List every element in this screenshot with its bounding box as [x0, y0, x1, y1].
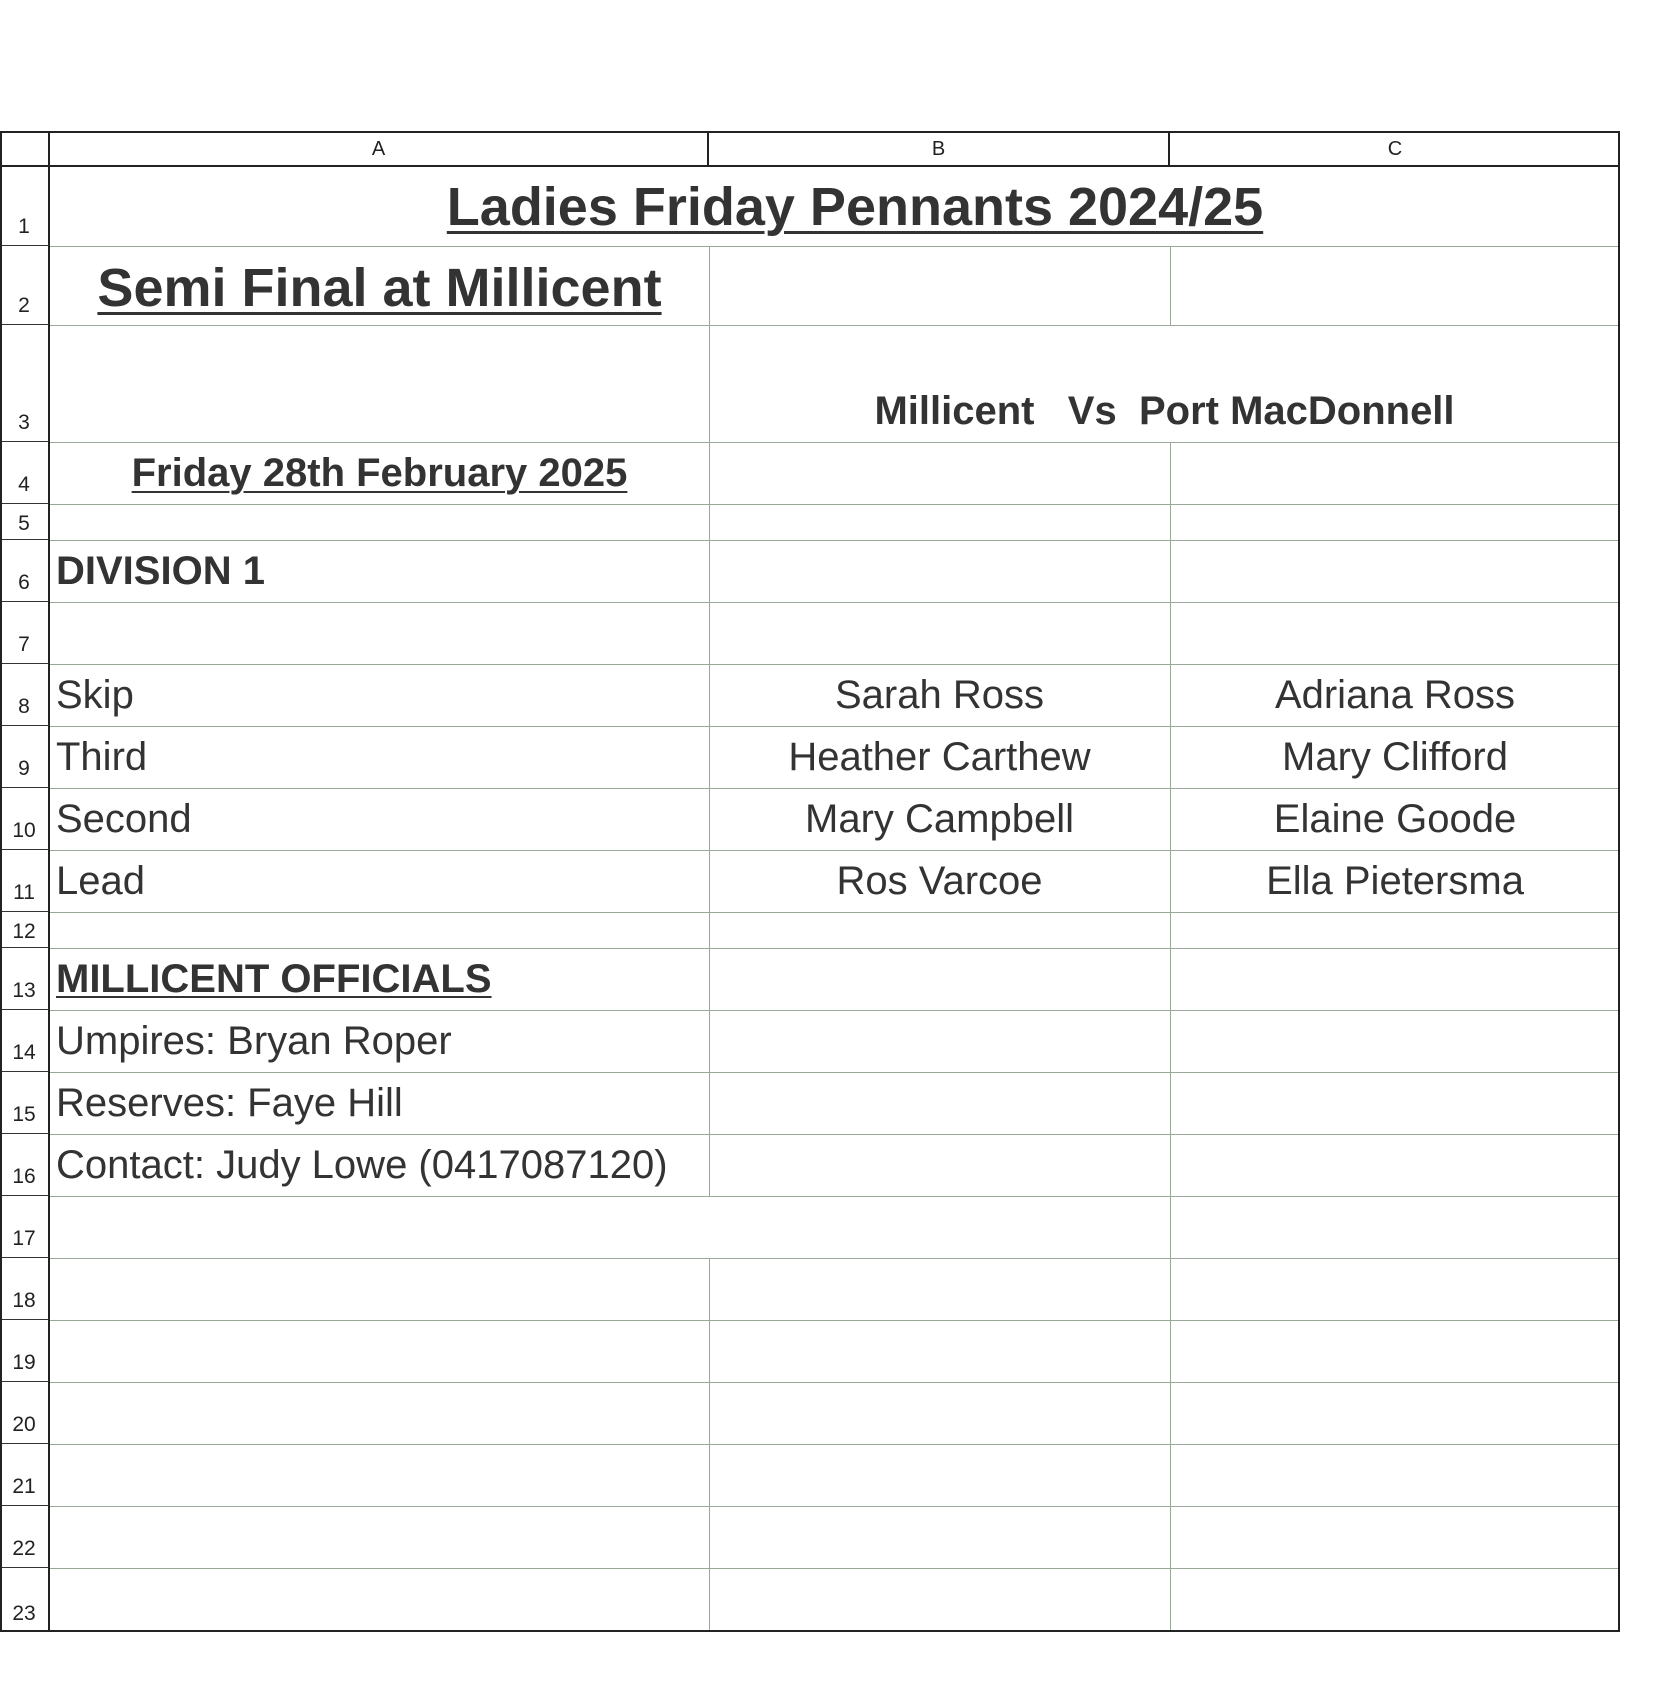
row-header[interactable]: 11	[0, 850, 50, 912]
column-header-b[interactable]: B	[709, 131, 1170, 167]
gridline	[50, 912, 1620, 913]
position-label: Skip	[56, 672, 134, 717]
row-header[interactable]: 1	[0, 167, 50, 246]
row-header[interactable]: 13	[0, 948, 50, 1010]
gridline	[50, 1568, 1620, 1569]
home-player-cell[interactable]	[709, 788, 1170, 850]
match-cell[interactable]	[709, 325, 1620, 442]
sheet-title: Ladies Friday Pennants 2024/25	[446, 176, 1264, 237]
gridline	[50, 1258, 1620, 1259]
umpires-cell[interactable]	[50, 1010, 709, 1072]
gridline	[709, 246, 710, 325]
reserves-text: Reserves: Faye Hill	[56, 1080, 403, 1125]
away-player-cell[interactable]	[1170, 664, 1620, 726]
position-cell[interactable]	[50, 726, 709, 788]
gridline	[709, 1258, 710, 1632]
row-header[interactable]: 5	[0, 504, 50, 540]
gridline	[50, 1196, 1620, 1197]
gridline	[1170, 442, 1171, 1632]
away-player: Ella Pietersma	[1266, 858, 1524, 903]
home-player: Ros Varcoe	[836, 858, 1043, 903]
home-player-cell[interactable]	[709, 850, 1170, 912]
row-header[interactable]: 4	[0, 442, 50, 504]
row-header[interactable]: 9	[0, 726, 50, 788]
row-header[interactable]: 19	[0, 1320, 50, 1382]
away-player-cell[interactable]	[1170, 850, 1620, 912]
home-player: Sarah Ross	[835, 672, 1044, 717]
column-header-a[interactable]: A	[50, 131, 709, 167]
home-player-cell[interactable]	[709, 664, 1170, 726]
gridline	[1170, 246, 1171, 325]
gridline	[50, 1320, 1620, 1321]
contact-cell[interactable]	[50, 1134, 1170, 1196]
subtitle-cell[interactable]	[50, 246, 709, 325]
away-player-cell[interactable]	[1170, 788, 1620, 850]
row-header[interactable]: 17	[0, 1196, 50, 1258]
match-date: Friday 28th February 2025	[131, 450, 628, 495]
gridline	[50, 602, 1620, 603]
row-header[interactable]: 6	[0, 540, 50, 602]
gridline	[50, 504, 1620, 505]
officials-heading: MILLICENT OFFICIALS	[56, 956, 492, 1001]
gridline	[50, 1506, 1620, 1507]
home-player: Mary Campbell	[805, 796, 1074, 841]
row-header[interactable]: 7	[0, 602, 50, 664]
row-header[interactable]: 21	[0, 1444, 50, 1506]
gridline	[50, 1444, 1620, 1445]
corner-cell[interactable]	[0, 131, 50, 167]
position-label: Third	[56, 734, 148, 779]
column-header-c[interactable]: C	[1170, 131, 1620, 167]
contact-text: Contact: Judy Lowe (0417087120)	[56, 1142, 668, 1187]
position-cell[interactable]	[50, 664, 709, 726]
date-cell[interactable]	[50, 442, 709, 504]
position-label: Lead	[56, 858, 145, 903]
away-player-cell[interactable]	[1170, 726, 1620, 788]
spreadsheet	[0, 131, 1620, 1632]
row-header[interactable]: 8	[0, 664, 50, 726]
row-header[interactable]: 2	[0, 246, 50, 325]
sheet-title-cell[interactable]	[50, 167, 1620, 246]
match-title: Millicent Vs Port MacDonnell	[874, 389, 1455, 433]
row-header[interactable]: 23	[0, 1568, 50, 1632]
position-label: Second	[56, 796, 192, 841]
row-header[interactable]: 15	[0, 1072, 50, 1134]
position-cell[interactable]	[50, 850, 709, 912]
row-header[interactable]: 3	[0, 325, 50, 442]
row-header[interactable]: 10	[0, 788, 50, 850]
row-header[interactable]: 16	[0, 1134, 50, 1196]
event-subtitle: Semi Final at Millicent	[97, 257, 662, 318]
officials-heading-cell[interactable]	[50, 948, 709, 1010]
division-label: DIVISION 1	[56, 548, 265, 593]
row-header[interactable]: 14	[0, 1010, 50, 1072]
row-header[interactable]: 20	[0, 1382, 50, 1444]
division-cell[interactable]	[50, 540, 709, 602]
row-header[interactable]: 22	[0, 1506, 50, 1568]
row-header[interactable]: 18	[0, 1258, 50, 1320]
umpires-text: Umpires: Bryan Roper	[56, 1018, 452, 1063]
row-header[interactable]: 12	[0, 912, 50, 948]
home-player: Heather Carthew	[788, 734, 1091, 779]
position-cell[interactable]	[50, 788, 709, 850]
gridline	[50, 1382, 1620, 1383]
away-player: Elaine Goode	[1273, 796, 1517, 841]
away-player: Adriana Ross	[1274, 672, 1516, 717]
away-player: Mary Clifford	[1282, 734, 1508, 779]
reserves-cell[interactable]	[50, 1072, 709, 1134]
home-player-cell[interactable]	[709, 726, 1170, 788]
